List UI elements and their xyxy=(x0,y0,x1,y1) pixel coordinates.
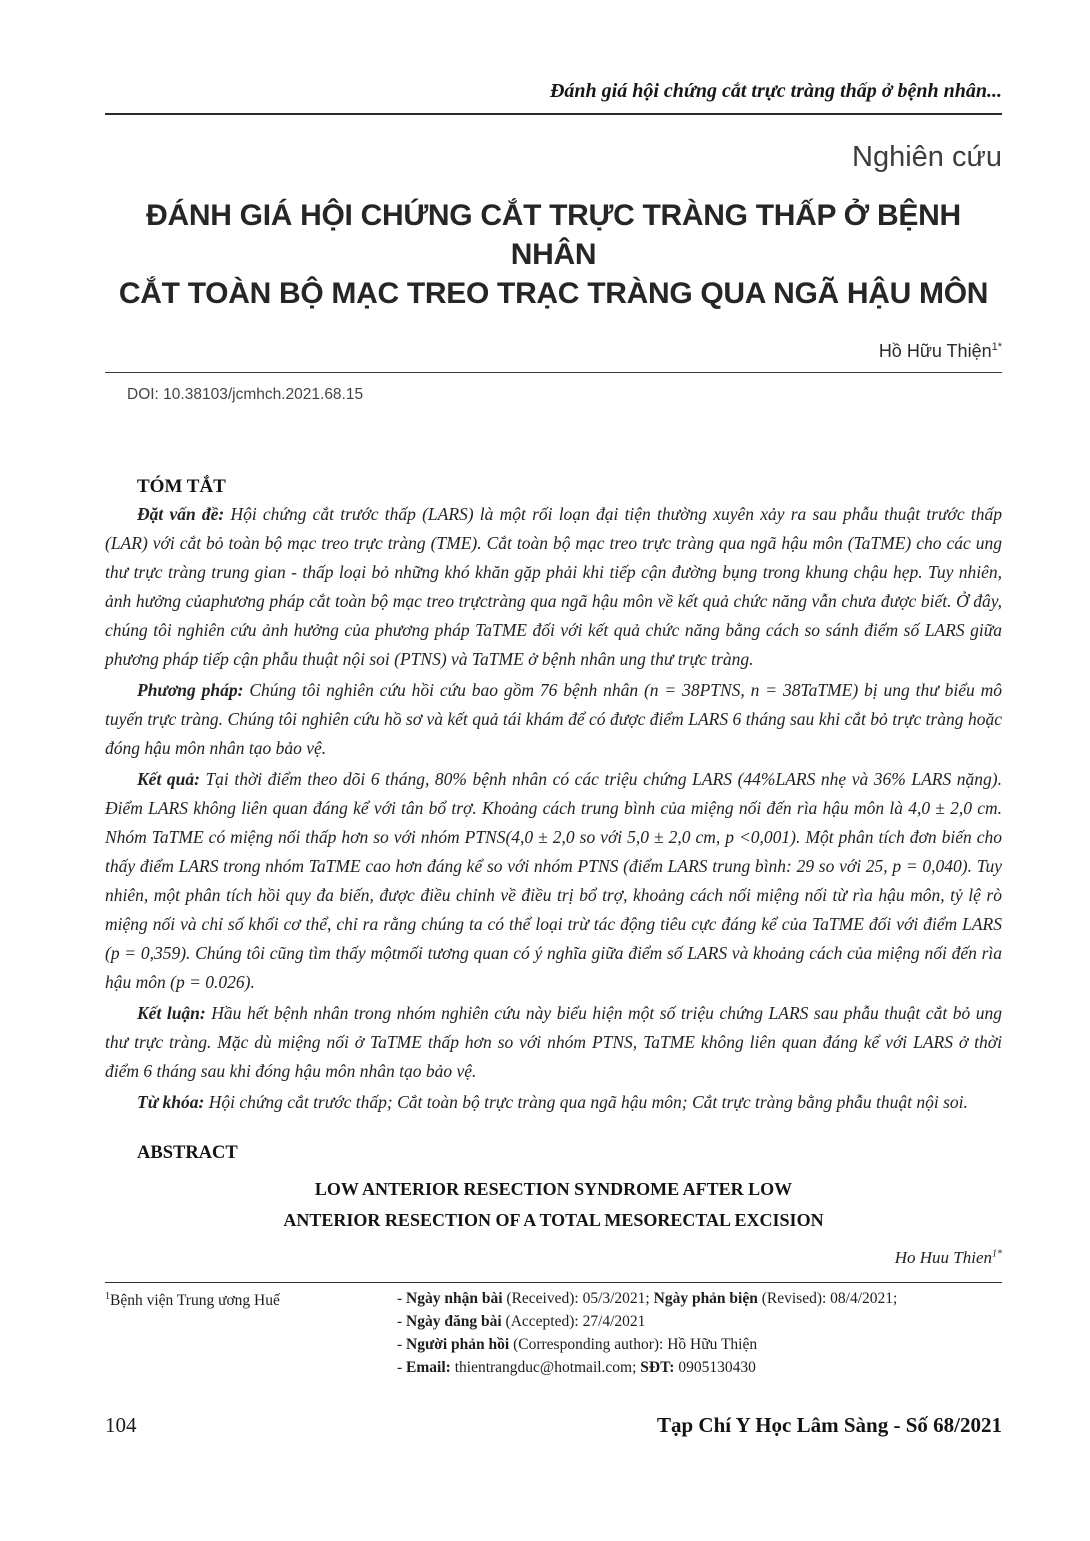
revised-label: Ngày phản biện xyxy=(653,1290,758,1307)
paragraph-text: Chúng tôi nghiên cứu hồi cứu bao gồm 76 bệnh nhân (n = 38PTNS, n = 38TaTME) bị ung thư biểu mô tuyến trực tràng. Chúng tôi nghiên cứu hồ sơ và kết quả tái khám để có được điểm LARS 6 tháng sau khi cắt bỏ trực tràng hoặc đóng hậu môn nhân tạo bảo vệ. xyxy=(105,680,1002,758)
tomtat-heading: TÓM TẮT xyxy=(137,476,226,497)
received-label: Ngày nhận bài xyxy=(406,1290,503,1307)
paragraph-phuong-phap xyxy=(105,676,1002,763)
accepted-value: (Accepted): 27/4/2021 xyxy=(501,1313,646,1330)
paragraph-text: Tại thời điểm theo dõi 6 tháng, 80% bệnh nhân có các triệu chứng LARS (44%LARS nhẹ và 36% LARS nặng). Điểm LARS không liên quan đáng kể với tân bổ trợ. Khoảng cách trung bình của miệng nối đến rìa hậu môn là 4,0 ± 2,0 cm. Nhóm TaTME có miệng nối thấp hơn so với nhóm PTNS(4,0 ± 2,0 so với 5,0 ± 2,0 cm, p <0,001). Một phân tích đơn biến cho thấy điểm LARS trong nhóm TaTME cao hơn đáng kể so với nhóm PTNS (điểm LARS trung bình: 29 so với 25, p = 0,040). Tuy nhiên, một phân tích hồi quy đa biến, được điều chỉnh về điều trị bổ trợ, khoảng cách nối miệng nối từ rìa hậu môn, tỷ lệ rò miệng nối và chỉ số khối cơ thể, chỉ ra rằng chúng ta có thể loại trừ tác động tiêu cực đáng kể của TaTME đối với điểm LARS (p = 0,359). Chúng tôi cũng tìm thấy mộtmối tương quan có ý nghĩa giữa điểm số LARS và khoảng cách của miệng nối đến rìa hậu môn (p = 0.026). xyxy=(105,769,1002,992)
paragraph-label: Từ khóa: xyxy=(137,1092,205,1112)
affiliation xyxy=(105,1287,397,1379)
paragraph-ket-qua xyxy=(105,765,1002,997)
footnote-area xyxy=(105,1287,1002,1379)
paragraph-dat-van-de xyxy=(105,500,1002,674)
doi-text: DOI: 10.38103/jcmhch.2021.68.15 xyxy=(127,386,364,403)
corresponding-label: Người phản hồi xyxy=(406,1336,510,1353)
journal-title: Tạp Chí Y Học Lâm Sàng - Số 68/2021 xyxy=(657,1413,1002,1437)
paragraph-label: Kết quả: xyxy=(137,769,200,789)
revised-value: (Revised): 08/4/2021; xyxy=(757,1290,898,1307)
footnote-line-accepted xyxy=(397,1310,1002,1333)
email-value: thientrangduc@hotmail.com; xyxy=(450,1359,641,1376)
phone-label: SĐT: xyxy=(640,1359,675,1376)
article-title xyxy=(105,196,1002,313)
dash: - xyxy=(397,1336,407,1353)
received-value: (Received): 05/3/2021; xyxy=(502,1290,654,1307)
footnote-details xyxy=(397,1287,1002,1379)
footnote-line-received xyxy=(397,1287,1002,1310)
paragraph-ket-luan xyxy=(105,999,1002,1086)
affiliation-superscript: 1 xyxy=(105,1291,110,1302)
paragraph-label: Phương pháp: xyxy=(137,680,244,700)
dash: - xyxy=(397,1359,407,1376)
affiliation-text: Bệnh viện Trung ương Huế xyxy=(110,1292,280,1310)
english-title-line1: LOW ANTERIOR RESECTION SYNDROME AFTER LOW xyxy=(314,1179,793,1199)
article-title-line2: CẮT TOÀN BỘ MẠC TREO TRẠC TRÀNG QUA NGÃ HẬU MÔN xyxy=(118,277,989,310)
accepted-label: Ngày đăng bài xyxy=(406,1313,502,1330)
phone-value: 0905130430 xyxy=(674,1359,756,1376)
author-line xyxy=(105,341,1002,362)
english-author-line xyxy=(105,1248,1002,1268)
paragraph-text: Hầu hết bệnh nhân trong nhóm nghiên cứu này biểu hiện một số triệu chứng LARS sau phẫu thuật cắt bỏ ung thư trực tràng. Mặc dù miệng nối ở TaTME thấp hơn so với nhóm PTNS, TaTME không liên quan đáng kể với LARS ở thời điểm 6 tháng sau khi đóng hậu môn nhân tạo bảo vệ. xyxy=(105,1003,1002,1081)
section-label: Nghiên cứu xyxy=(852,141,1002,173)
footnote-line-email xyxy=(397,1356,1002,1379)
paragraph-label: Kết luận: xyxy=(137,1003,206,1023)
title-rule xyxy=(105,372,1002,373)
footnote-rule xyxy=(105,1282,1002,1283)
page-footer xyxy=(105,1413,1002,1438)
paragraph-label: Đặt vấn đề: xyxy=(137,504,225,524)
header-rule xyxy=(105,113,1002,115)
author-name: Hồ Hữu Thiện xyxy=(878,341,992,361)
english-author-name: Ho Huu Thien xyxy=(894,1248,992,1267)
english-author-superscript: 1* xyxy=(992,1248,1002,1260)
footnote-line-corresponding xyxy=(397,1333,1002,1356)
english-title-line2: ANTERIOR RESECTION OF A TOTAL MESORECTAL EXCISION xyxy=(283,1210,824,1230)
running-head: Đánh giá hội chứng cắt trực tràng thấp ở bệnh nhân... xyxy=(549,80,1002,102)
dash: - xyxy=(397,1313,407,1330)
corresponding-value: (Corresponding author): Hồ Hữu Thiện xyxy=(509,1336,758,1353)
paragraph-tu-khoa xyxy=(105,1088,1002,1117)
dash: - xyxy=(397,1290,407,1307)
page-number: 104 xyxy=(105,1413,137,1437)
paragraph-text: Hội chứng cắt trước thấp (LARS) là một rối loạn đại tiện thường xuyên xảy ra sau phẫu thuật trước thấp (LAR) với cắt bỏ toàn bộ mạc treo trực tràng (TME). Cắt toàn bộ mạc treo trực tràng qua ngã hậu môn (TaTME) cho các ung thư trực tràng trung gian - thấp loại bỏ những khó khăn gặp phải khi tiếp cận đường bụng trong khung chậu hẹp. Tuy nhiên, ảnh hưởng củaphương pháp cắt toàn bộ mạc treo trựctràng qua ngã hậu môn về kết quả chức năng vẫn chưa được biết. Ở đây, chúng tôi nghiên cứu ảnh hưởng của phương pháp TaTME đối với kết quả chức năng bằng cách so sánh điểm số LARS giữa phương pháp tiếp cận phẫu thuật nội soi (PTNS) và TaTME ở bệnh nhân ung thư trực tràng. xyxy=(105,504,1002,669)
author-superscript: 1* xyxy=(991,341,1002,353)
english-title xyxy=(105,1174,1002,1236)
article-title-line1: ĐÁNH GIÁ HỘI CHỨNG CẮT TRỰC TRÀNG THẤP Ở BỆNH NHÂN xyxy=(146,199,961,271)
email-label: Email: xyxy=(406,1359,451,1376)
paragraph-text: Hội chứng cắt trước thấp; Cắt toàn bộ trực tràng qua ngã hậu môn; Cắt trực tràng bằng phẫu thuật nội soi. xyxy=(204,1092,968,1112)
abstract-heading: ABSTRACT xyxy=(137,1143,238,1163)
